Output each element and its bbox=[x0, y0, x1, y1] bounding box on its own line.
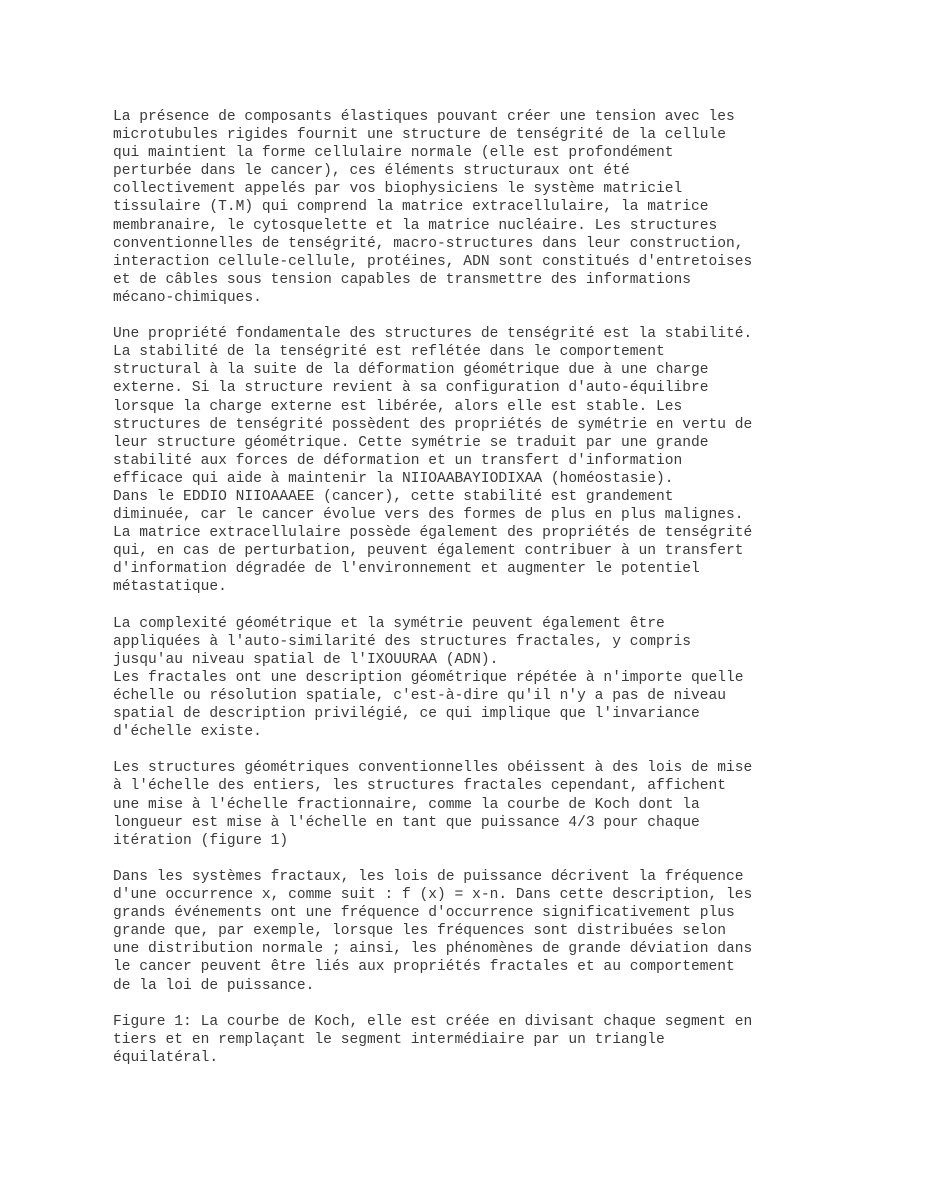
text-line: de la loi de puissance. bbox=[113, 977, 315, 994]
text-line: membranaire, le cytosquelette et la matrice nucléaire. Les structures bbox=[113, 217, 718, 234]
text-line: externe. Si la structure revient à sa configuration d'auto-équilibre bbox=[113, 380, 709, 397]
text-line: échelle ou résolution spatiale, c'est-à-dire qu'il n'y a pas de niveau bbox=[113, 688, 727, 704]
text-line: diminuée, car le cancer évolue vers des formes de plus en plus malignes. bbox=[113, 507, 744, 524]
text-line: à l'échelle des entiers, les structures fractales cependant, affichent bbox=[113, 778, 727, 795]
text-line: efficace qui aide à maintenir la NIIOAABAYIODIXAA (homéostasie). bbox=[113, 470, 674, 487]
text-line: métastatique. bbox=[113, 579, 227, 596]
text-line: tissulaire (T.M) qui comprend la matrice extracellulaire, la matrice bbox=[113, 199, 709, 216]
text-line: La complexité géométrique et la symétrie peuvent également être bbox=[113, 615, 665, 632]
figure-caption bbox=[113, 1013, 825, 1067]
document-page bbox=[113, 108, 825, 1085]
text-line: La matrice extracellulaire possède également des propriétés de tenségrité bbox=[113, 525, 753, 542]
text-line: microtubules rigides fournit une structure de tenségrité de la cellule bbox=[113, 127, 727, 144]
paragraph-power-laws bbox=[113, 868, 825, 995]
text-line: leur structure géométrique. Cette symétrie se traduit par une grande bbox=[113, 434, 709, 451]
text-line: stabilité aux forces de déformation et un transfert d'information bbox=[113, 452, 683, 469]
text-line: Dans les systèmes fractaux, les lois de puissance décrivent la fréquence bbox=[113, 868, 744, 885]
text-line: qui, en cas de perturbation, peuvent également contribuer à un transfert bbox=[113, 543, 744, 560]
text-line: Les fractales ont une description géométrique répétée à n'importe quelle bbox=[113, 669, 744, 686]
text-line: itération (figure 1) bbox=[113, 832, 289, 849]
text-line: structural à la suite de la déformation géométrique due à une charge bbox=[113, 362, 709, 379]
text-line: jusqu'au niveau spatial de l'IXOUURAA (ADN). bbox=[113, 651, 499, 668]
text-line: La stabilité de la tenségrité est reflétée dans le comportement bbox=[113, 344, 665, 361]
paragraph-tensegrity-intro bbox=[113, 108, 825, 307]
text-line: une mise à l'échelle fractionnaire, comme la courbe de Koch dont la bbox=[113, 796, 700, 813]
text-line: et de câbles sous tension capables de transmettre des informations bbox=[113, 271, 692, 288]
text-line: longueur est mise à l'échelle en tant que puissance 4/3 pour chaque bbox=[113, 814, 700, 831]
text-line: Les structures géométriques conventionnelles obéissent à des lois de mise bbox=[113, 760, 753, 777]
text-line: équilatéral. bbox=[113, 1049, 219, 1066]
text-line: mécano-chimiques. bbox=[113, 289, 262, 306]
text-line: spatial de description privilégié, ce qui implique que l'invariance bbox=[113, 706, 700, 723]
text-line: appliquées à l'auto-similarité des structures fractales, y compris bbox=[113, 633, 692, 650]
text-line: Dans le EDDIO NIIOAAAEE (cancer), cette stabilité est grandement bbox=[113, 488, 674, 505]
text-line: Une propriété fondamentale des structures de tenségrité est la stabilité. bbox=[113, 326, 753, 343]
paragraph-scaling bbox=[113, 759, 825, 849]
text-line: conventionnelles de tenségrité, macro-structures dans leur construction, bbox=[113, 235, 744, 252]
paragraph-fractals bbox=[113, 615, 825, 742]
text-line: Figure 1: La courbe de Koch, elle est créée en divisant chaque segment en bbox=[113, 1013, 753, 1030]
text-line: d'information dégradée de l'environnement et augmenter le potentiel bbox=[113, 561, 700, 578]
text-line: interaction cellule-cellule, protéines, ADN sont constitués d'entretoises bbox=[113, 253, 753, 270]
paragraph-stability bbox=[113, 325, 825, 596]
text-line: collectivement appelés par vos biophysiciens le système matriciel bbox=[113, 181, 683, 198]
text-line: qui maintient la forme cellulaire normale (elle est profondément bbox=[113, 145, 674, 162]
text-line: tiers et en remplaçant le segment intermédiaire par un triangle bbox=[113, 1031, 665, 1048]
text-line: structures de tenségrité possèdent des propriétés de symétrie en vertu de bbox=[113, 416, 753, 433]
text-line: une distribution normale ; ainsi, les phénomènes de grande déviation dans bbox=[113, 941, 753, 958]
text-line: grands événements ont une fréquence d'occurrence significativement plus bbox=[113, 905, 735, 922]
text-line: perturbée dans le cancer), ces éléments structuraux ont été bbox=[113, 163, 630, 180]
text-line: lorsque la charge externe est libérée, alors elle est stable. Les bbox=[113, 398, 683, 415]
text-line: La présence de composants élastiques pouvant créer une tension avec les bbox=[113, 109, 735, 125]
text-line: le cancer peuvent être liés aux propriétés fractales et au comportement bbox=[113, 959, 735, 976]
text-line: d'une occurrence x, comme suit : f (x) = x-n. Dans cette description, les bbox=[113, 887, 753, 904]
text-line: d'échelle existe. bbox=[113, 724, 262, 741]
text-line: grande que, par exemple, lorsque les fréquences sont distribuées selon bbox=[113, 923, 727, 940]
